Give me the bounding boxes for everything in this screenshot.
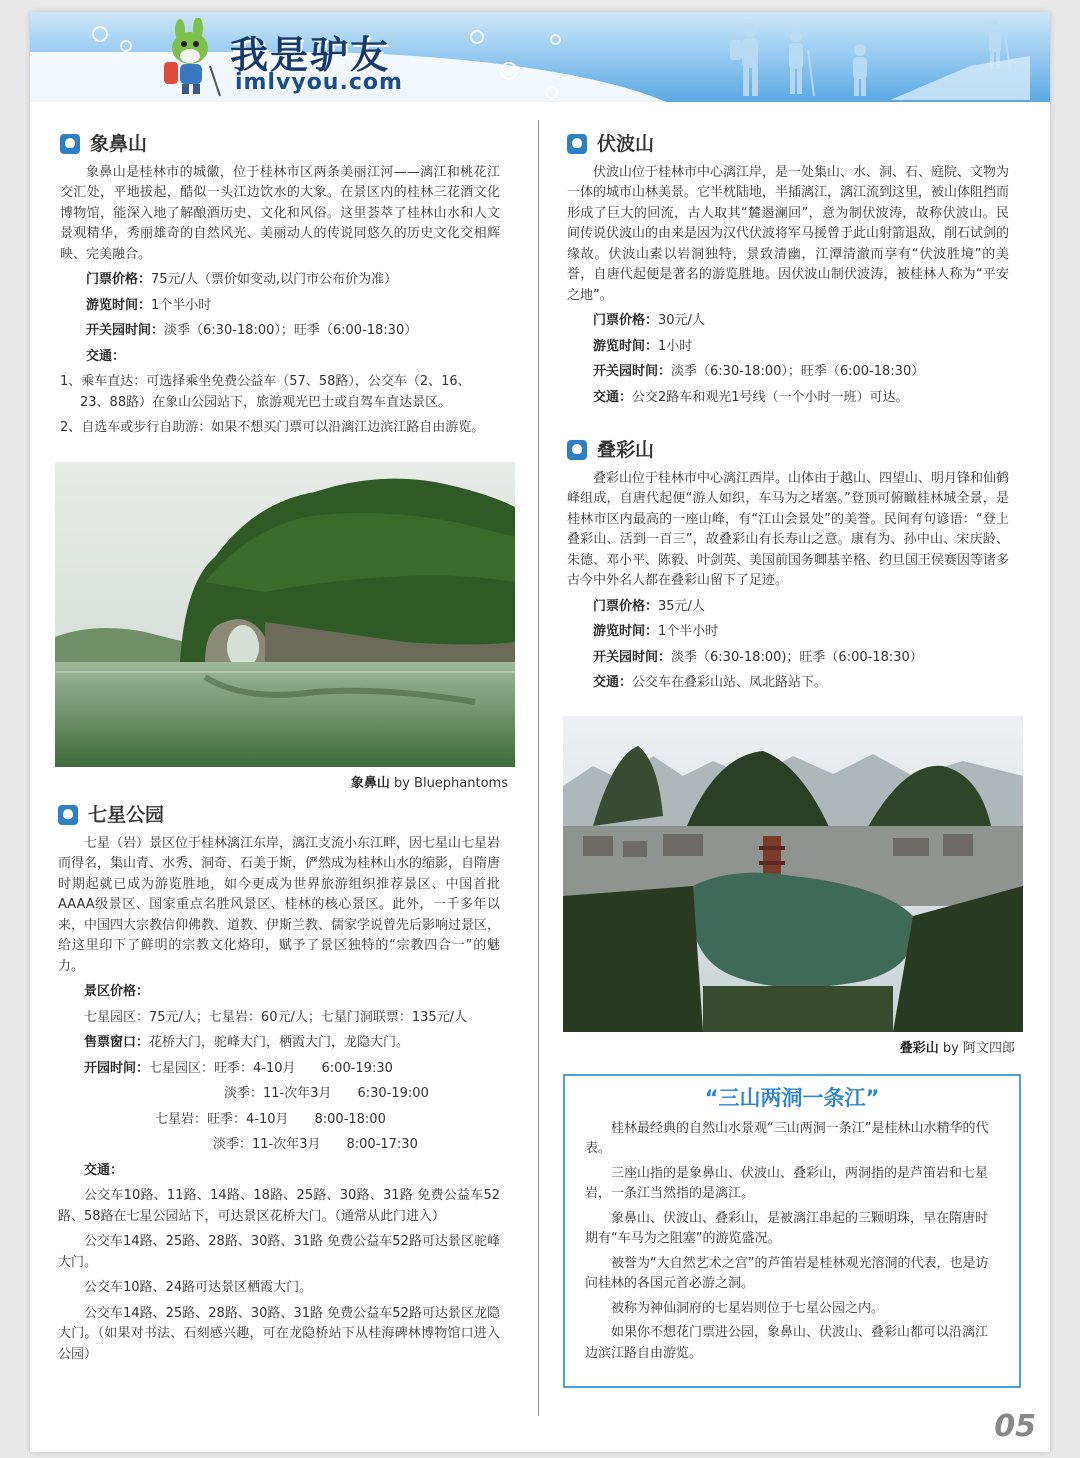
magazine-page [30,12,1050,1452]
box-title: “三山两洞一条江” [704,1086,880,1110]
logo-url: imlvyou.com [235,70,403,95]
caption-name: 象鼻山 [350,776,390,791]
section-intro: 七星（岩）景区位于桂林漓江东岸，漓江支流小东江畔，因七星山七星岩而得名，集山青、水秀、洞奇、石美于斯，俨然成为桂林山水的缩影，自隋唐时期起就已成为游览胜地，如今更成为世界旅游组织推荐景区、中国首批AAAA级景区、国家重点名胜风景区、桂林的核心景区。此外，一千多年以来，中国四大宗教信仰佛教、道教、伊斯兰教、儒家学说曾先后影响过景区，给这里印下了鲜明的宗教文化烙印，赋予了景区独特的“宗教四合一”的魅力。 [58,835,501,974]
section-title [567,440,1009,461]
three-hills-info-box [563,1074,1021,1388]
price-value: 七星园区：75元/人；七星岩：60元/人；七星门洞联票：135元/人 [84,1009,468,1025]
traffic-item: 公交车14路、25路、28路、30路、31路 免费公益车52路可达景区龙隐大门。（如果对书法、石刻感兴趣，可在龙隐桥站下从桂海碑林博物馆口进入公园） [58,1305,500,1362]
duration-value: 1个半小时 [658,624,719,639]
duration-value: 1小时 [658,338,693,354]
bubble-decoration [92,26,108,42]
ticket-window-info [58,1033,500,1054]
photo-caption [563,1037,1015,1056]
hours-row: 淡季：11-次年3月 6:30-19:00 [224,1086,429,1101]
ticket-info [567,597,1009,618]
hours-row: 七星园区：旺季：4-10月 6:00-19:30 [149,1060,393,1076]
traffic-item: 1、乘车直达：可选择乘坐免费公益车（57、58路），公交车（2、16、23、88路）在象山公园站下，旅游观光巴士或自驾车直达景区。 [60,374,471,410]
caption-credit: by 阿文四郎 [938,1041,1015,1056]
duration-info [60,296,500,317]
traffic-label: 交通： [593,675,633,690]
price-label [58,982,500,1003]
hours-info [60,321,500,342]
hours-value: 淡季（6:30-18:00）；旺季（6:00-18:30） [164,323,418,338]
section-qixing-park [58,805,500,1365]
hours-value: 淡季（6:30-18:00）；旺季（6:00-18:30） [671,364,925,379]
traffic-info [567,388,1009,409]
section-intro: 伏波山位于桂林市中心漓江岸，是一处集山、水、洞、石、庭院、文物为一体的城市山林美景。它半枕陆地，半插漓江，漓江流到这里，被山体阻挡而形成了巨大的回流，古人取其“麓遏澜回”，意为制伏波涛，故称伏波山。民间传说伏波山的由来是因为汉代伏波将军马援曾于此山射箭退敌，削石试剑的缘故。伏波山素以岩洞独特，景致清幽，江潭清澈而享有“伏波胜境”的美誉，自唐代起便是著名的游览胜地。因伏波山制伏波涛，被桂林人称为“平安之地”。 [567,164,1010,303]
shell-icon [58,805,78,825]
section-diecai-hill [567,440,1009,694]
hours-row: 淡季：11-次年3月 8:00-17:30 [213,1137,418,1152]
duration-label: 游览时间： [593,624,659,639]
section-intro: 象鼻山是桂林市的城徽，位于桂林市区两条美丽江河——漓江和桃花江交汇处，平地拔起，酷似一头江边饮水的大象。在景区内的桂林三花酒文化博物馆，能深入地了解酿酒历史、文化和风俗。这里荟萃了桂林山水和人文景观精华，秀丽雄奇的自然风光、美丽动人的传说同悠久的历史文化交相辉映、完美融合。 [60,164,500,262]
xiangbishan-photo [55,462,515,767]
section-xiangbishan [60,134,500,439]
section-intro: 叠彩山位于桂林市中心漓江西岸。山体由于越山、四望山、明月锋和仙鹤峰组成，自唐代起便“游人如织，车马为之堵塞。”登顶可俯瞰桂林城全景，是桂林市区内最高的一座山峰，有“江山会景处”的美誉。民间有句谚语：“登上叠彩山、活到一百三”，故叠彩山有长寿山之意。康有为、孙中山、宋庆龄、朱德、邓小平、陈毅、叶剑英、美国前国务卿基辛格、约旦国王侯赛因等诸多古今中外名人都在叠彩山留下了足迹。 [567,470,1010,588]
traffic-item: 公交车10路、24路可达景区栖霞大门。 [84,1280,313,1295]
opening-hours-row [58,1059,500,1080]
page-number: 05 [994,1409,1036,1444]
diecaishan-photo [563,716,1023,1032]
hours-row: 七星岩：旺季：4-10月 8:00-18:00 [155,1111,386,1127]
traffic-info [567,673,1009,694]
hours-label: 开关园时间： [593,364,672,379]
bubble-decoration [550,34,561,45]
box-paragraph: 桂林最经典的自然山水景观“三山两洞一条江”是桂林山水精华的代表。 [585,1120,989,1156]
traffic-item: 2、自选车或步行自助游：如果不想买门票可以沿漓江边滨江路自由游览。 [60,420,485,435]
box-paragraph: 被称为神仙洞府的七星岩则位于七星公园之内。 [611,1300,885,1316]
price-label-text: 景区价格： [84,984,150,999]
box-paragraph: 被誉为“大自然艺术之宫”的芦笛岩是桂林观光溶洞的代表，也是访问桂林的各国元首必游之洞。 [585,1255,989,1291]
traffic-item: 公交车10路、11路、14路、18路、25路、30路、31路 免费公益车52路、58路在七星公园站下，可达景区花桥大门。（通常从此门进入） [58,1188,500,1224]
ticket-info [567,311,1009,332]
ticket-value: 35元/人 [658,598,705,614]
shell-icon [60,134,80,154]
hours-info [567,362,1009,383]
traffic-label-text: 交通： [84,1162,124,1178]
ticket-info [60,270,500,291]
header-banner [30,12,1050,102]
section-title-text: 叠彩山 [597,439,655,461]
bubble-decoration [545,86,558,99]
diecai-hill-image [563,716,1023,1032]
hours-info [567,648,1009,669]
duration-value: 1个半小时 [151,297,212,313]
bubble-decoration [120,40,132,52]
section-title-text: 七星公园 [88,804,165,826]
hours-label: 开关园时间： [86,323,165,338]
box-paragraph: 象鼻山、伏波山、叠彩山，是被漓江串起的三颗明珠，早在隋唐时期有“车马为之阻塞”的游览盛况。 [585,1210,989,1246]
duration-label: 游览时间： [593,338,659,354]
bubble-decoration [500,62,518,80]
hours-value: 淡季（6:30-18:00)；旺季（6:00-18:30） [671,649,923,665]
logo-title: 我是驴友 [230,33,391,77]
traffic-item: 公交车14路、25路、28路、30路、31路 免费公益车52路可达景区驼峰大门。 [58,1234,500,1270]
photo-caption [55,772,508,791]
elephant-hill-image [55,462,515,767]
hours-label: 开园时间： [84,1060,150,1076]
duration-info [567,622,1009,643]
section-title [567,134,1009,155]
traffic-value: 公交车在叠彩山站、凤北路站下。 [632,675,828,690]
section-title [58,805,500,826]
traffic-value: 公交2路车和观光1号线（一个小时一班）可达。 [632,389,909,405]
ticket-label: 门票价格： [593,598,659,614]
donkey-mascot-icon [150,18,234,98]
caption-credit: by Bluephantoms [389,776,508,791]
ticket-value: 75元/人（票价如变动,以门市公布价为准） [151,272,398,287]
shell-icon [567,440,587,460]
window-value: 花桥大门，驼峰大门，栖霞大门，龙隐大门。 [149,1035,410,1050]
box-paragraph: 如果你不想花门票进公园，象鼻山、伏波山、叠彩山都可以沿漓江边滨江路自由游览。 [585,1325,989,1361]
hours-label: 开关园时间： [593,649,672,665]
ticket-label: 门票价格： [593,313,659,328]
section-title-text: 象鼻山 [90,133,148,155]
bubble-decoration [470,30,484,44]
ticket-label: 门票价格： [86,272,152,287]
section-fubo-hill [567,134,1009,408]
traffic-label-text: 交通： [86,348,126,364]
window-label: 售票窗口： [84,1035,150,1050]
caption-name: 叠彩山 [899,1041,939,1056]
shell-icon [567,134,587,154]
section-title [60,134,500,155]
traffic-label: 交通： [593,389,633,405]
ticket-value: 30元/人 [658,313,705,328]
traffic-label [60,347,500,368]
section-title-text: 伏波山 [597,133,655,155]
traffic-label [58,1161,500,1182]
box-paragraph: 三座山指的是象鼻山、伏波山、叠彩山，两洞指的是芦笛岩和七星岩，一条江当然指的是漓江。 [585,1165,989,1201]
hikers-silhouette-icon [710,16,1030,100]
duration-info [567,337,1009,358]
duration-label: 游览时间： [86,297,152,313]
column-divider [538,120,539,1416]
